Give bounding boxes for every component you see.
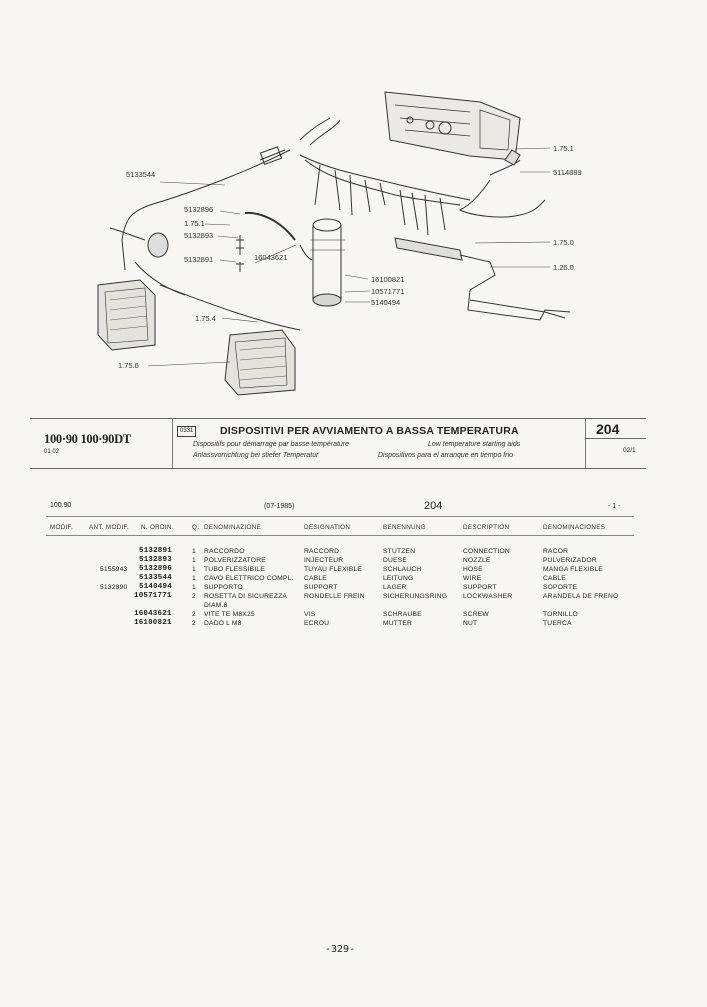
desc-en: SCREW [463,611,489,618]
table-row [0,610,707,619]
desc-de: LAGER [383,584,407,591]
quantity: 2 [192,611,196,618]
part-number: 16100821 [134,619,172,627]
desc-de: LEITUNG [383,575,414,582]
desc-de: SICHERUNGSRING [383,593,448,600]
col-description: DESCRIPTION [463,524,510,531]
col-denominaciones: DENOMINACIONES [543,524,606,531]
desc-de: STUTZEN [383,548,416,555]
desc-fr: TUYAU FLEXIBLE [304,566,363,573]
desc-es: RACOR [543,548,569,555]
callout-5114889: 5114889 [553,168,582,177]
quantity: 2 [192,593,196,600]
table-row [0,547,707,556]
part-number: 5132893 [139,556,172,564]
callout-1-26-0: 1.26.0 [553,263,574,272]
desc-fr: CABLE [304,575,327,582]
part-number: 5132891 [139,547,172,555]
desc-en: NUT [463,620,478,627]
desc-it: RACCORDO [204,548,245,555]
list-header-rule [46,535,634,536]
desc-en: LOCKWASHER [463,593,513,600]
desc-fr: ECROU [304,620,330,627]
part-number: 5140494 [139,583,172,591]
table-row [0,601,707,610]
quantity: 1 [192,557,196,564]
desc-en: CONNECTION [463,548,510,555]
callout-1-75-1-right: 1.75.1 [553,144,574,153]
part-number: 16043621 [134,610,172,618]
desc-es: PULVERIZADOR [543,557,597,564]
desc-de: SCHRAUBE [383,611,422,618]
col-modif: MODIF. [50,524,74,531]
header-divider-right [585,418,586,468]
desc-it: TUBO FLESSIBILE [204,566,265,573]
desc-en: WIRE [463,575,482,582]
desc-de: DUESE [383,557,408,564]
desc-it: DADO L M8 [204,620,242,627]
desc-it: VITE TE M8X25 [204,611,255,618]
header-divider-left [172,418,173,468]
desc-it: CAVO ELETTRICO COMPL. [204,575,294,582]
title-english: Low temperature starting aids [428,441,521,448]
title-french: Dispositifs pour démarrage par basse température [193,441,350,448]
quantity: 1 [192,584,196,591]
desc-it: DIAM.8 [204,602,228,609]
desc-es: TUERCA [543,620,572,627]
callout-5140494: 5140494 [371,298,401,307]
col-n-ordin: N. ORDIN. [141,524,174,531]
prev-number: 5132890 [100,584,128,591]
col-denominazione: DENOMINAZIONE [204,524,262,531]
col-benennung: BENENNUNG [383,524,426,531]
model-names: 100·90 100·90DT [44,432,131,446]
col-ant-modif: ANT. MODIF. [89,524,130,531]
list-date: (07-1985) [264,503,295,510]
list-sheet: - 1 - [608,503,621,510]
model-codes: 01 02 [44,449,60,455]
desc-fr: RACCORD [304,548,340,555]
desc-es: MANGA FLEXIBLE [543,566,604,573]
table-row [0,574,707,583]
table-row [0,556,707,565]
table-row [0,583,707,592]
prev-number: 5155943 [100,566,128,573]
desc-de: SCHLAUCH [383,566,422,573]
callout-5133544: 5133544 [126,170,156,179]
quantity: 2 [192,620,196,627]
page-title: DISPOSITIVI PER AVVIAMENTO A BASSA TEMPERATURA [220,425,519,437]
desc-de: MUTTER [383,620,413,627]
table-row [0,592,707,601]
quantity: 1 [192,548,196,555]
callout-1-75-1-left: 1.75.1 [184,219,205,228]
exploded-parts-diagram [0,0,707,400]
callout-5132896: 5132896 [184,205,214,214]
callout-1-75-6: 1.75.6 [118,361,139,370]
callout-1-75-0: 1.75.0 [553,238,574,247]
desc-en: SUPPORT [463,584,497,591]
quantity: 1 [192,566,196,573]
desc-it: ROSETTA DI SICUREZZA [204,593,288,600]
list-page: 204 [424,500,443,512]
revision-code: 02/1 [623,447,636,454]
desc-es: SOPORTE [543,584,577,591]
group-code: 0331 [177,426,196,437]
part-number: 5132896 [139,565,172,573]
callout-5132891: 5132891 [184,255,214,264]
part-number: 10571771 [134,592,172,600]
callout-1-75-4: 1.75.4 [195,314,216,323]
header-top-rule [30,418,646,419]
desc-es: TORNILLO [543,611,578,618]
header-page-number: 204 [596,421,620,437]
list-top-rule [46,516,634,517]
quantity: 1 [192,575,196,582]
desc-en: NOZZLE [463,557,491,564]
callout-5132893: 5132893 [184,231,214,240]
table-row [0,619,707,628]
title-spanish: Dispositivos para el arranque en tiempo frio [378,452,514,459]
desc-en: HOSE [463,566,483,573]
desc-it: SUPPORTO [204,584,243,591]
list-model: 100.90 [50,502,72,509]
desc-fr: RONDELLE FREIN [304,593,365,600]
page-footer-number: -329- [325,944,356,955]
part-number: 5133544 [139,574,172,582]
callout-16100821: 16100821 [371,275,405,284]
header-page-rule [585,438,646,439]
header-bottom-rule [30,468,646,469]
col-designation: DESIGNATION [304,524,351,531]
desc-es: ARANDELA DE FRENO [543,593,619,600]
col-qty: Q. [192,524,200,531]
table-row [0,565,707,574]
callout-16043621: 16043621 [254,253,288,262]
desc-fr: VIS [304,611,316,618]
title-german: Anlassvorrichtung bei stiefer Temperatur [193,452,319,459]
desc-fr: INJECTEUR [304,557,344,564]
desc-fr: SUPPORT [304,584,338,591]
callout-10571771: 10571771 [371,287,405,296]
desc-es: CABLE [543,575,566,582]
desc-it: POLVERIZZATORE [204,557,266,564]
